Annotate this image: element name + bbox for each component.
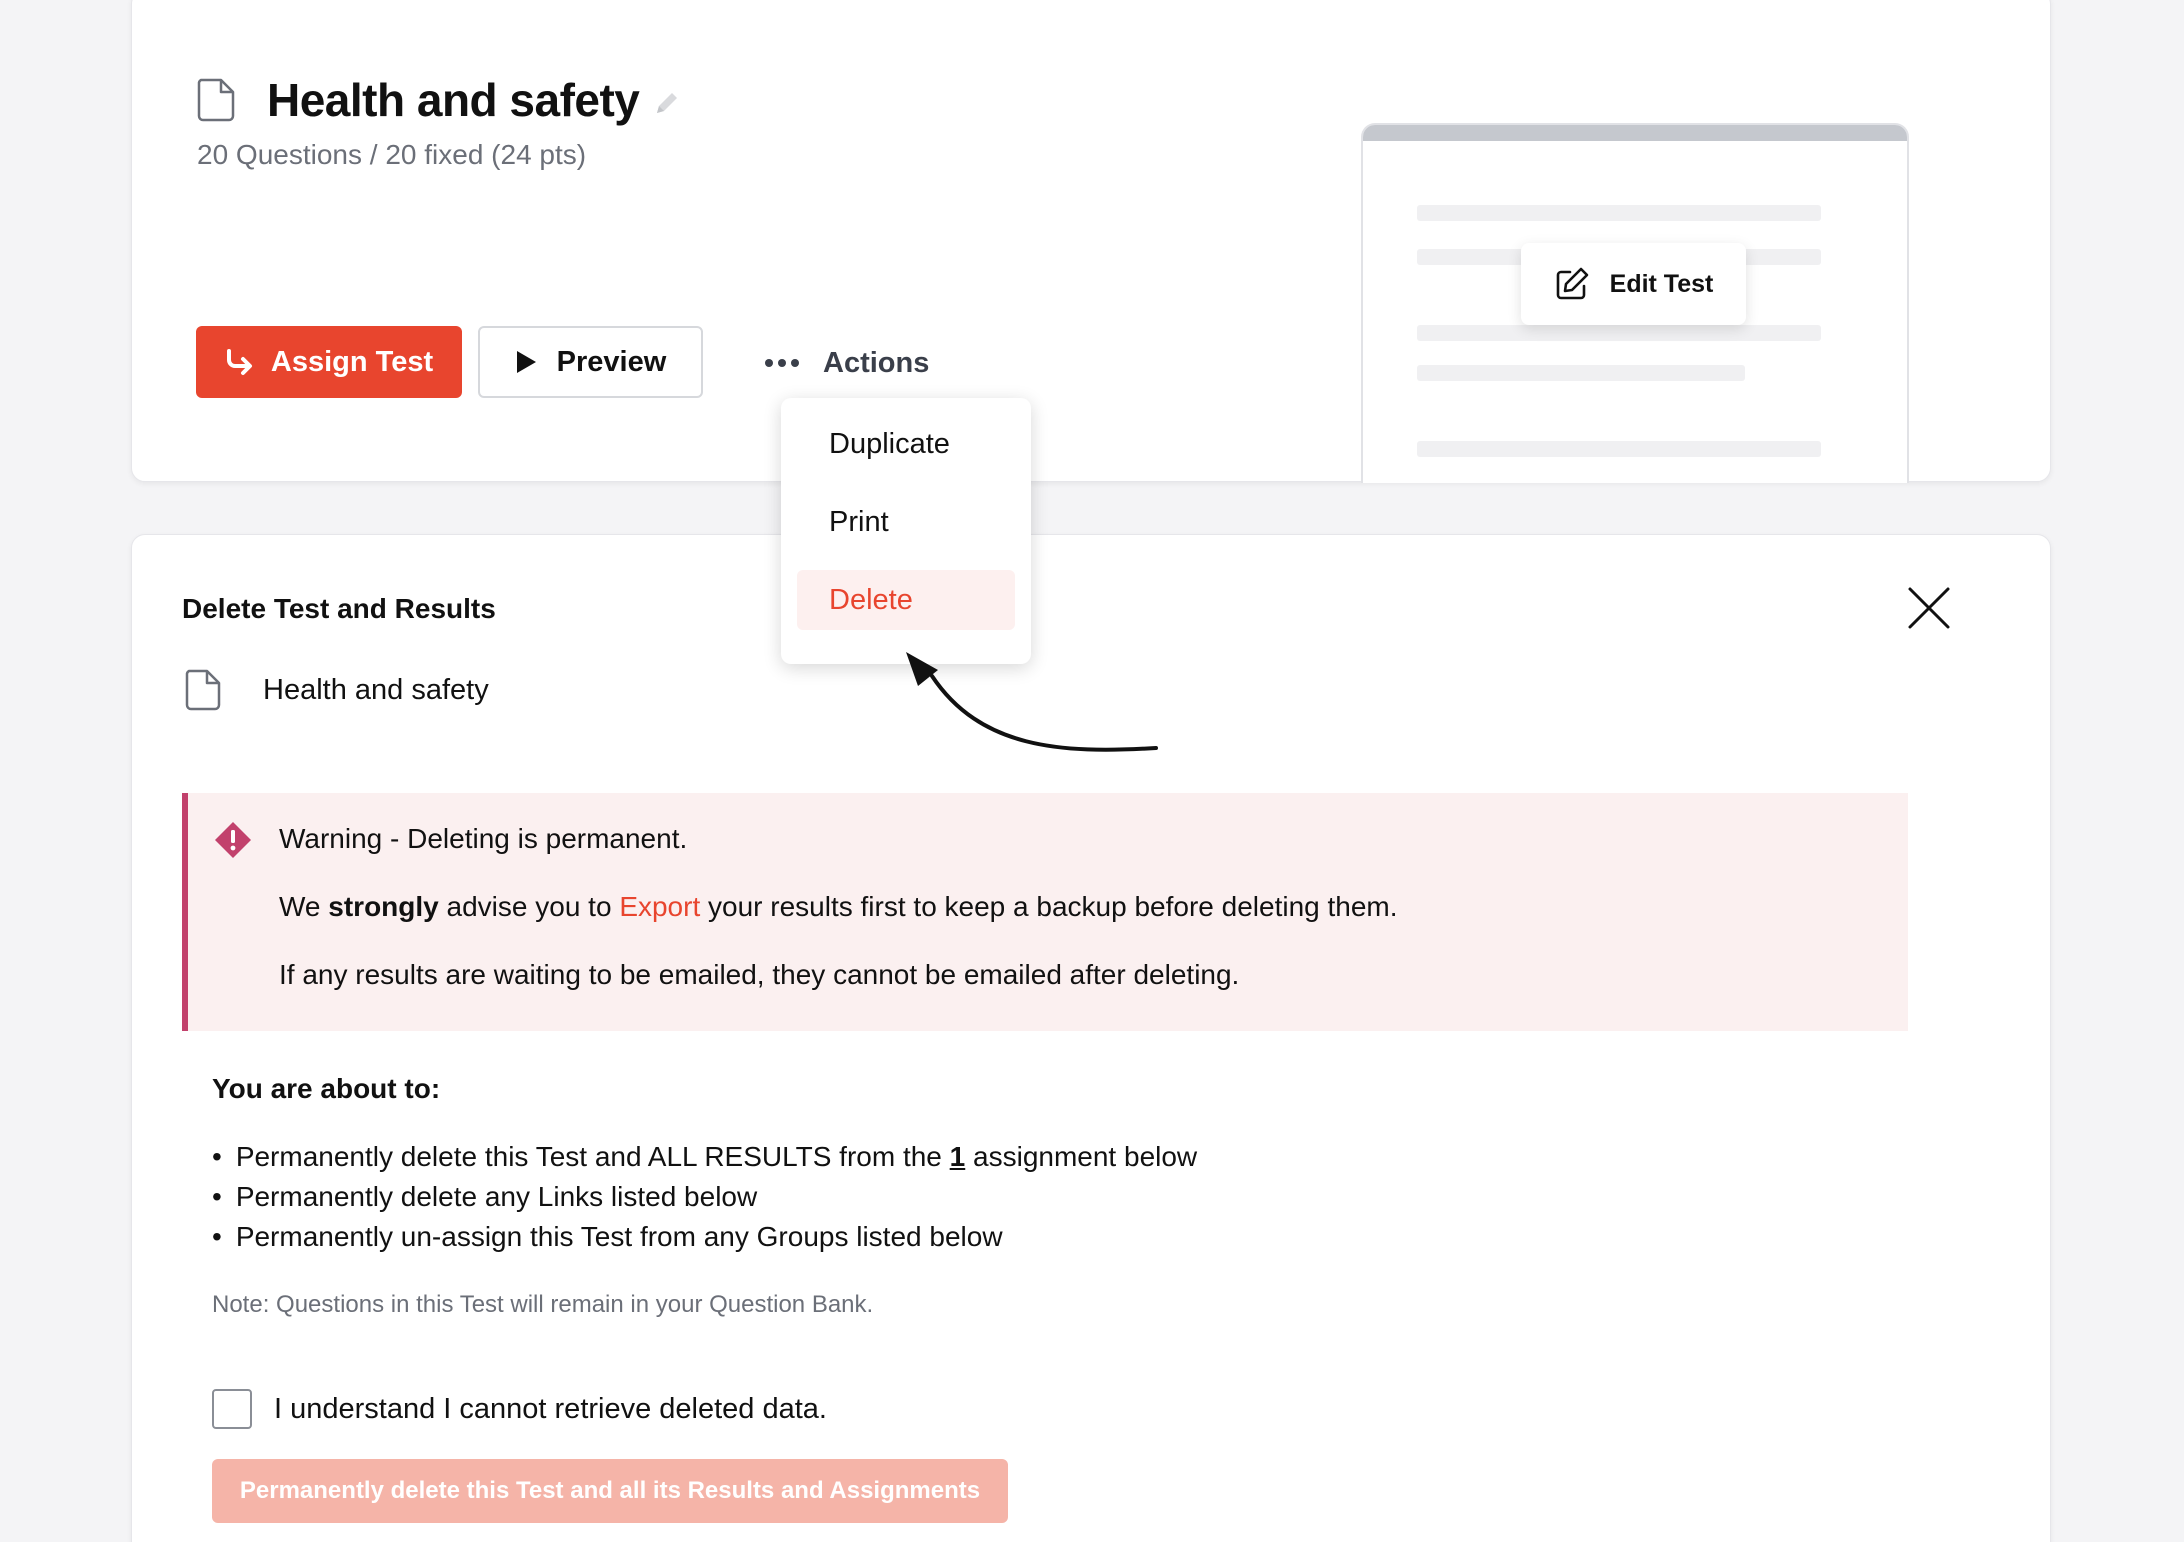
edit-title-pencil-icon[interactable]: [653, 89, 681, 117]
warning-advice: We strongly advise you to Export your results first to keep a backup before deleting them.: [279, 891, 1398, 922]
test-header-card: [131, 0, 2051, 482]
thumbnail-header-bar: [1363, 125, 1907, 141]
title-row: [197, 73, 681, 127]
edit-test-label: Edit Test: [1609, 269, 1714, 298]
export-link[interactable]: Export: [619, 891, 701, 922]
menu-item-print[interactable]: Print: [829, 505, 889, 538]
play-icon: [515, 350, 537, 374]
menu-item-delete[interactable]: Delete: [797, 570, 1015, 630]
about-to-heading: You are about to:: [212, 1073, 441, 1104]
test-to-delete: [185, 669, 489, 711]
document-icon: [185, 669, 221, 711]
warning-email-note: If any results are waiting to be emailed, they cannot be emailed after deleting.: [279, 959, 1240, 990]
thumbnail-line: [1417, 205, 1821, 221]
consequence-list: [212, 1137, 1197, 1257]
edit-square-icon: [1554, 266, 1590, 302]
thumbnail-line: [1417, 325, 1821, 341]
assign-test-button[interactable]: [196, 326, 462, 398]
close-icon[interactable]: [1906, 585, 1952, 631]
more-dots-icon: [765, 359, 799, 367]
confirm-checkbox[interactable]: [212, 1389, 252, 1429]
confirm-label[interactable]: I understand I cannot retrieve deleted data.: [274, 1392, 827, 1425]
question-bank-note: Note: Questions in this Test will remain in your Question Bank.: [212, 1291, 874, 1318]
list-item: • Permanently delete this Test and ALL RESULTS from the 1 assignment below: [212, 1137, 1197, 1177]
test-name: Health and safety: [263, 673, 489, 706]
page-title: Health and safety: [267, 74, 640, 126]
warning-box: [182, 793, 1908, 1031]
actions-dropdown: [781, 398, 1031, 664]
assign-test-label: Assign Test: [270, 345, 434, 378]
delete-panel-heading: Delete Test and Results: [182, 593, 496, 624]
preview-button[interactable]: [478, 326, 703, 398]
menu-item-duplicate[interactable]: Duplicate: [829, 427, 950, 460]
actions-label: Actions: [823, 346, 930, 379]
annotation-arrow-icon: [880, 640, 1170, 760]
thumbnail-line: [1417, 441, 1821, 457]
edit-test-button[interactable]: [1521, 243, 1746, 325]
assign-arrow-icon: [225, 348, 255, 376]
warning-title: Warning - Deleting is permanent.: [279, 823, 688, 854]
preview-label: Preview: [556, 345, 667, 378]
actions-menu-trigger[interactable]: [765, 333, 929, 393]
question-summary: 20 Questions / 20 fixed (24 pts): [197, 139, 587, 170]
confirm-row[interactable]: [212, 1389, 827, 1429]
warning-diamond-icon: [214, 821, 252, 859]
permanent-delete-button[interactable]: Permanently delete this Test and all its Results and Assignments: [212, 1459, 1008, 1523]
thumbnail-line: [1417, 365, 1745, 381]
document-icon: [197, 78, 235, 122]
list-item: • Permanently un-assign this Test from any Groups listed below: [212, 1217, 1197, 1257]
list-item: • Permanently delete any Links listed below: [212, 1177, 1197, 1217]
